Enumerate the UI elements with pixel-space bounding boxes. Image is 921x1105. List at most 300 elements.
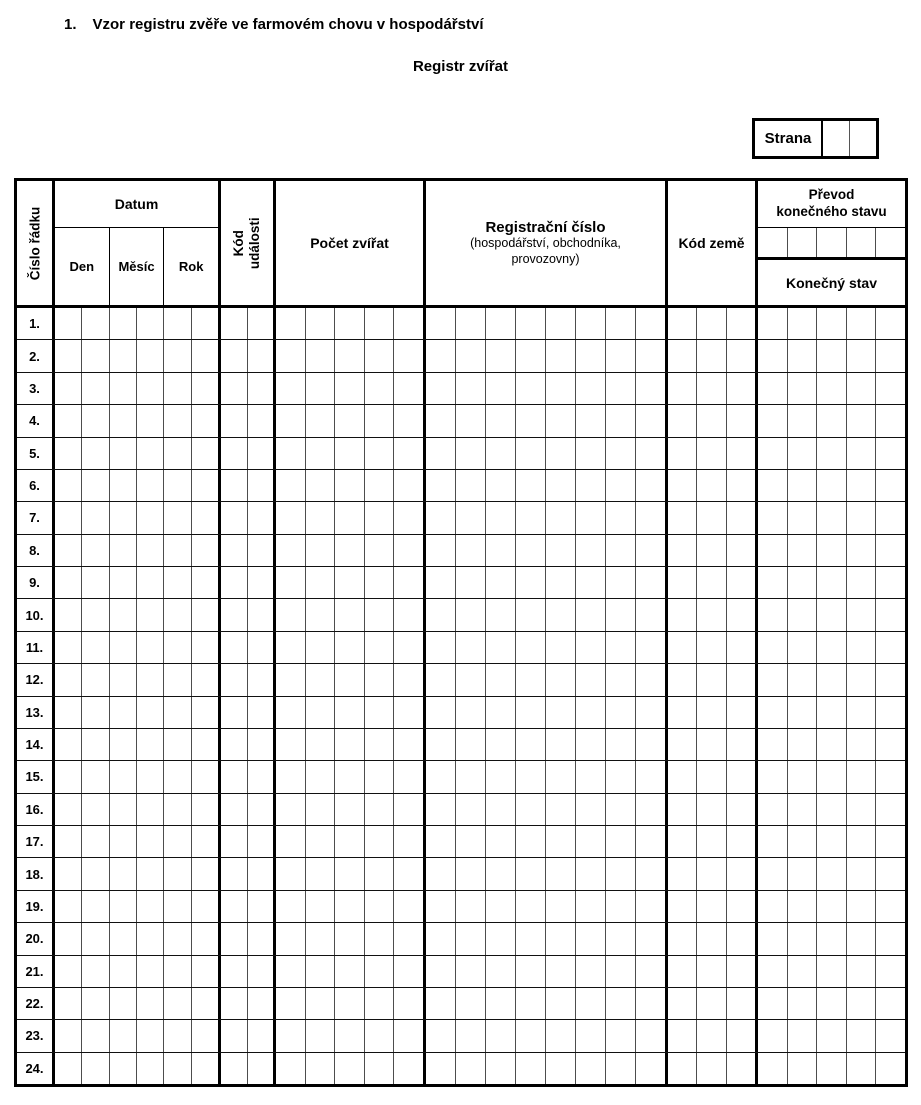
entry-cell xyxy=(788,502,818,533)
entry-cell xyxy=(248,1020,274,1051)
cell-group xyxy=(426,729,668,760)
entry-cell xyxy=(426,373,456,404)
entry-cell xyxy=(758,761,788,792)
entry-cell xyxy=(82,599,109,630)
entry-cell xyxy=(248,891,274,922)
entry-cell xyxy=(456,373,486,404)
entry-cell xyxy=(606,373,636,404)
entry-cell xyxy=(876,340,905,371)
entry-cell xyxy=(636,599,665,630)
table-row xyxy=(17,664,905,696)
cell-group xyxy=(55,373,221,404)
entry-cell xyxy=(82,891,109,922)
entry-cell xyxy=(137,340,164,371)
entry-cell xyxy=(426,599,456,630)
entry-cell xyxy=(192,340,218,371)
cell-group xyxy=(221,599,276,630)
entry-cell xyxy=(576,632,606,663)
entry-cell xyxy=(817,956,847,987)
entry-cell xyxy=(847,1020,877,1051)
cell-group xyxy=(221,988,276,1019)
entry-cell xyxy=(456,470,486,501)
entry-cell xyxy=(576,308,606,339)
entry-cell xyxy=(847,826,877,857)
entry-cell xyxy=(516,956,546,987)
entry-cell xyxy=(668,826,697,857)
entry-cell xyxy=(606,632,636,663)
entry-cell xyxy=(55,632,82,663)
entry-cell xyxy=(306,438,336,469)
cell-group xyxy=(276,373,426,404)
entry-cell xyxy=(847,340,877,371)
cell-group xyxy=(55,599,221,630)
cell-group xyxy=(668,891,758,922)
entry-cell xyxy=(817,373,847,404)
entry-cell xyxy=(486,891,516,922)
entry-cell xyxy=(335,697,365,728)
entry-cell xyxy=(486,826,516,857)
entry-cell xyxy=(394,599,423,630)
entry-cell xyxy=(758,308,788,339)
entry-cell xyxy=(576,567,606,598)
cell-group xyxy=(668,632,758,663)
entry-cell xyxy=(788,632,818,663)
entry-cell xyxy=(788,1020,818,1051)
entry-cell xyxy=(456,697,486,728)
entry-cell xyxy=(697,502,726,533)
cell-group xyxy=(668,923,758,954)
entry-cell xyxy=(221,340,248,371)
entry-cell xyxy=(110,308,137,339)
entry-cell xyxy=(55,923,82,954)
entry-cell xyxy=(248,632,274,663)
entry-cell xyxy=(546,632,576,663)
cell-group xyxy=(758,697,905,728)
entry-cell xyxy=(394,891,423,922)
entry-cell xyxy=(727,923,755,954)
entry-cell xyxy=(456,761,486,792)
entry-cell xyxy=(248,664,274,695)
cell-group xyxy=(668,502,758,533)
entry-cell xyxy=(365,632,395,663)
entry-cell xyxy=(426,308,456,339)
entry-cell xyxy=(847,632,877,663)
entry-cell xyxy=(727,761,755,792)
cell-group xyxy=(276,826,426,857)
cell-group xyxy=(221,794,276,825)
entry-cell xyxy=(636,1053,665,1084)
entry-cell xyxy=(516,826,546,857)
entry-cell xyxy=(55,1053,82,1084)
entry-cell xyxy=(248,438,274,469)
entry-cell xyxy=(110,891,137,922)
entry-cell xyxy=(137,373,164,404)
entry-cell xyxy=(137,438,164,469)
entry-cell xyxy=(192,373,218,404)
cell-group xyxy=(758,535,905,566)
entry-cell xyxy=(668,340,697,371)
cell-group xyxy=(758,438,905,469)
entry-cell xyxy=(110,988,137,1019)
entry-cell xyxy=(817,308,847,339)
cell-group xyxy=(668,438,758,469)
row-number: 4. xyxy=(17,405,55,436)
entry-cell xyxy=(335,308,365,339)
entry-cell xyxy=(426,567,456,598)
entry-cell xyxy=(137,470,164,501)
table-row xyxy=(17,373,905,405)
entry-cell xyxy=(276,988,306,1019)
entry-cell xyxy=(192,470,218,501)
entry-cell xyxy=(365,308,395,339)
entry-cell xyxy=(365,373,395,404)
entry-cell xyxy=(758,729,788,760)
entry-cell xyxy=(164,502,191,533)
entry-cell xyxy=(788,405,818,436)
entry-cell xyxy=(847,373,877,404)
entry-cell xyxy=(697,826,726,857)
table-row xyxy=(17,858,905,890)
entry-cell xyxy=(668,502,697,533)
entry-cell xyxy=(248,567,274,598)
entry-cell xyxy=(137,535,164,566)
entry-cell xyxy=(817,502,847,533)
entry-cell xyxy=(306,664,336,695)
entry-cell xyxy=(110,923,137,954)
cell-group xyxy=(758,567,905,598)
strana-box xyxy=(752,118,879,159)
entry-cell xyxy=(668,794,697,825)
entry-cell xyxy=(426,438,456,469)
cell-group xyxy=(221,858,276,889)
entry-cell xyxy=(164,923,191,954)
cell-group xyxy=(668,729,758,760)
entry-cell xyxy=(110,340,137,371)
entry-cell xyxy=(192,438,218,469)
entry-cell xyxy=(306,988,336,1019)
entry-cell xyxy=(276,470,306,501)
cell-group xyxy=(426,891,668,922)
entry-cell xyxy=(394,956,423,987)
cell-group xyxy=(55,340,221,371)
entry-cell xyxy=(847,988,877,1019)
entry-cell xyxy=(55,308,82,339)
entry-cell xyxy=(276,567,306,598)
entry-cell xyxy=(365,988,395,1019)
entry-cell xyxy=(426,1020,456,1051)
entry-cell xyxy=(668,891,697,922)
entry-cell xyxy=(546,729,576,760)
header-datum-group xyxy=(55,181,221,305)
cell-group xyxy=(55,988,221,1019)
entry-cell xyxy=(788,308,818,339)
entry-cell xyxy=(137,988,164,1019)
cell-group xyxy=(668,988,758,1019)
row-number: 18. xyxy=(17,858,55,889)
entry-cell xyxy=(137,308,164,339)
cell-group xyxy=(55,438,221,469)
entry-cell xyxy=(335,761,365,792)
entry-cell xyxy=(221,1020,248,1051)
entry-cell xyxy=(55,567,82,598)
entry-cell xyxy=(276,956,306,987)
entry-cell xyxy=(394,308,423,339)
entry-cell xyxy=(758,1053,788,1084)
entry-cell xyxy=(221,697,248,728)
entry-cell xyxy=(788,697,818,728)
entry-cell xyxy=(456,599,486,630)
entry-cell xyxy=(758,535,788,566)
entry-cell xyxy=(486,858,516,889)
row-number: 6. xyxy=(17,470,55,501)
entry-cell xyxy=(486,923,516,954)
entry-cell xyxy=(137,1020,164,1051)
entry-cell xyxy=(248,923,274,954)
entry-cell xyxy=(788,1053,818,1084)
entry-cell xyxy=(516,761,546,792)
entry-cell xyxy=(137,826,164,857)
entry-cell xyxy=(456,535,486,566)
entry-cell xyxy=(426,858,456,889)
entry-cell xyxy=(606,308,636,339)
entry-cell xyxy=(486,567,516,598)
entry-cell xyxy=(426,956,456,987)
entry-cell xyxy=(697,956,726,987)
entry-cell xyxy=(850,121,876,156)
entry-cell xyxy=(394,373,423,404)
entry-cell xyxy=(788,373,818,404)
cell-group xyxy=(668,599,758,630)
cell-group xyxy=(426,826,668,857)
entry-cell xyxy=(426,340,456,371)
entry-cell xyxy=(758,470,788,501)
cell-group xyxy=(758,664,905,695)
table-row xyxy=(17,567,905,599)
entry-cell xyxy=(456,858,486,889)
entry-cell xyxy=(516,697,546,728)
entry-cell xyxy=(164,891,191,922)
table-header xyxy=(17,181,905,308)
entry-cell xyxy=(82,794,109,825)
entry-cell xyxy=(306,1020,336,1051)
entry-cell xyxy=(817,858,847,889)
entry-cell xyxy=(306,1053,336,1084)
entry-cell xyxy=(516,405,546,436)
entry-cell xyxy=(55,340,82,371)
table-row xyxy=(17,988,905,1020)
entry-cell xyxy=(758,891,788,922)
entry-cell xyxy=(306,891,336,922)
entry-cell xyxy=(394,535,423,566)
entry-cell xyxy=(788,599,818,630)
entry-cell xyxy=(82,502,109,533)
entry-cell xyxy=(668,664,697,695)
entry-cell xyxy=(426,891,456,922)
entry-cell xyxy=(876,228,905,257)
table-row xyxy=(17,923,905,955)
entry-cell xyxy=(221,826,248,857)
entry-cell xyxy=(668,697,697,728)
table-row xyxy=(17,794,905,826)
header-final-group xyxy=(758,181,905,305)
entry-cell xyxy=(636,502,665,533)
entry-cell xyxy=(516,567,546,598)
entry-cell xyxy=(221,308,248,339)
entry-cell xyxy=(82,470,109,501)
cell-group xyxy=(276,438,426,469)
cell-group xyxy=(758,729,905,760)
entry-cell xyxy=(110,599,137,630)
entry-cell xyxy=(516,502,546,533)
entry-cell xyxy=(82,632,109,663)
cell-group xyxy=(668,956,758,987)
entry-cell xyxy=(727,956,755,987)
cell-group xyxy=(426,535,668,566)
entry-cell xyxy=(668,1020,697,1051)
entry-cell xyxy=(306,956,336,987)
entry-cell xyxy=(164,1053,191,1084)
entry-cell xyxy=(276,891,306,922)
cell-group xyxy=(668,373,758,404)
row-number: 13. xyxy=(17,697,55,728)
entry-cell xyxy=(456,438,486,469)
entry-cell xyxy=(335,988,365,1019)
cell-group xyxy=(758,956,905,987)
entry-cell xyxy=(606,729,636,760)
cell-group xyxy=(668,535,758,566)
entry-cell xyxy=(823,121,850,156)
entry-cell xyxy=(727,567,755,598)
entry-cell xyxy=(137,664,164,695)
entry-cell xyxy=(394,761,423,792)
entry-cell xyxy=(636,535,665,566)
header-country-code xyxy=(668,181,758,305)
entry-cell xyxy=(456,632,486,663)
entry-cell xyxy=(276,923,306,954)
entry-cell xyxy=(486,502,516,533)
page-heading xyxy=(64,16,483,33)
entry-cell xyxy=(335,891,365,922)
entry-cell xyxy=(546,567,576,598)
entry-cell xyxy=(847,891,877,922)
entry-cell xyxy=(847,697,877,728)
cell-group xyxy=(276,923,426,954)
cell-group xyxy=(276,988,426,1019)
entry-cell xyxy=(697,1020,726,1051)
entry-cell xyxy=(276,373,306,404)
entry-cell xyxy=(758,340,788,371)
entry-cell xyxy=(248,729,274,760)
entry-cell xyxy=(456,567,486,598)
table-row xyxy=(17,599,905,631)
row-number: 2. xyxy=(17,340,55,371)
entry-cell xyxy=(727,729,755,760)
entry-cell xyxy=(221,891,248,922)
entry-cell xyxy=(456,1053,486,1084)
cell-group xyxy=(55,1053,221,1084)
entry-cell xyxy=(788,858,818,889)
entry-cell xyxy=(546,535,576,566)
entry-cell xyxy=(137,599,164,630)
entry-cell xyxy=(221,502,248,533)
cell-group xyxy=(55,470,221,501)
cell-group xyxy=(668,826,758,857)
entry-cell xyxy=(847,729,877,760)
entry-cell xyxy=(486,438,516,469)
entry-cell xyxy=(192,858,218,889)
cell-group xyxy=(668,1053,758,1084)
entry-cell xyxy=(697,405,726,436)
row-number: 9. xyxy=(17,567,55,598)
entry-cell xyxy=(335,794,365,825)
table-row xyxy=(17,632,905,664)
cell-group xyxy=(55,308,221,339)
entry-cell xyxy=(516,373,546,404)
entry-cell xyxy=(516,891,546,922)
entry-cell xyxy=(221,761,248,792)
entry-cell xyxy=(55,438,82,469)
entry-cell xyxy=(606,988,636,1019)
entry-cell xyxy=(335,729,365,760)
entry-cell xyxy=(876,632,905,663)
entry-cell xyxy=(164,308,191,339)
entry-cell xyxy=(486,535,516,566)
entry-cell xyxy=(817,826,847,857)
entry-cell xyxy=(82,373,109,404)
entry-cell xyxy=(668,858,697,889)
entry-cell xyxy=(426,923,456,954)
entry-cell xyxy=(365,761,395,792)
entry-cell xyxy=(365,664,395,695)
entry-cell xyxy=(876,535,905,566)
entry-cell xyxy=(335,373,365,404)
entry-cell xyxy=(221,923,248,954)
entry-cell xyxy=(636,308,665,339)
entry-cell xyxy=(192,826,218,857)
entry-cell xyxy=(456,956,486,987)
cell-group xyxy=(426,761,668,792)
entry-cell xyxy=(546,697,576,728)
entry-cell xyxy=(82,729,109,760)
entry-cell xyxy=(248,535,274,566)
entry-cell xyxy=(847,794,877,825)
entry-cell xyxy=(55,858,82,889)
cell-group xyxy=(221,470,276,501)
cell-group xyxy=(55,956,221,987)
entry-cell xyxy=(876,794,905,825)
entry-cell xyxy=(426,470,456,501)
entry-cell xyxy=(847,438,877,469)
entry-cell xyxy=(576,502,606,533)
entry-cell xyxy=(82,535,109,566)
entry-cell xyxy=(248,308,274,339)
row-number: 17. xyxy=(17,826,55,857)
cell-group xyxy=(758,988,905,1019)
entry-cell xyxy=(817,470,847,501)
cell-group xyxy=(55,1020,221,1051)
entry-cell xyxy=(55,761,82,792)
entry-cell xyxy=(192,599,218,630)
entry-cell xyxy=(486,599,516,630)
cell-group xyxy=(221,535,276,566)
entry-cell xyxy=(636,858,665,889)
entry-cell xyxy=(164,470,191,501)
row-number: 10. xyxy=(17,599,55,630)
entry-cell xyxy=(516,1053,546,1084)
entry-cell xyxy=(668,988,697,1019)
cell-group xyxy=(276,858,426,889)
entry-cell xyxy=(335,470,365,501)
